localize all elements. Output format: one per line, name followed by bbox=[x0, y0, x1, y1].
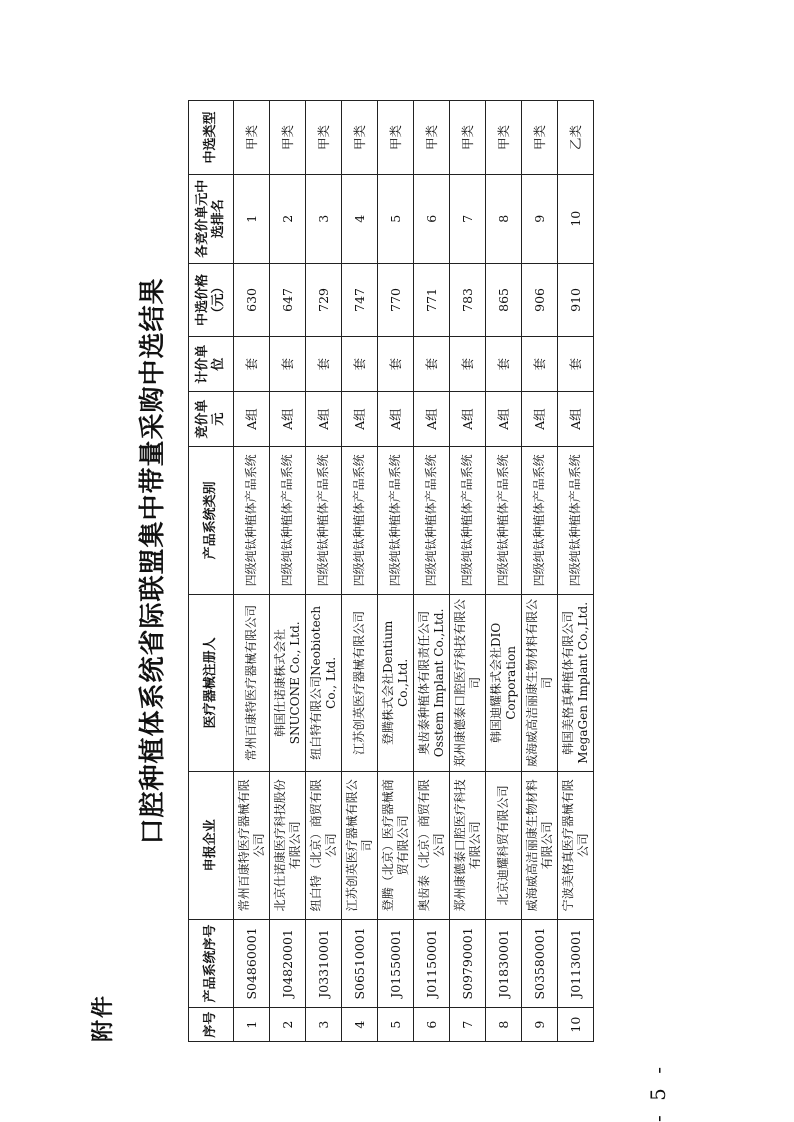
cell-type: 甲类 bbox=[486, 101, 522, 175]
cell-measure: 套 bbox=[378, 337, 414, 392]
cell-measure: 套 bbox=[522, 337, 558, 392]
cell-no: 6 bbox=[414, 1008, 450, 1042]
cell-registrant: 韩国仕诺康株式会社SNUCONE Co., Ltd. bbox=[270, 594, 306, 771]
cell-rank: 5 bbox=[378, 174, 414, 263]
header-no: 序号 bbox=[189, 1008, 234, 1042]
header-unit: 竞价单元 bbox=[189, 392, 234, 447]
attachment-label: 附件 bbox=[90, 993, 116, 1042]
table-header-row bbox=[189, 101, 234, 1042]
cell-registrant: 登腾株式会社Dentium Co.,Ltd. bbox=[378, 594, 414, 771]
cell-company: 登腾（北京）医疗器械商贸有限公司 bbox=[378, 771, 414, 919]
cell-no: 7 bbox=[450, 1008, 486, 1042]
cell-measure: 套 bbox=[414, 337, 450, 392]
cell-unit: A组 bbox=[450, 392, 486, 447]
cell-code: S09790001 bbox=[450, 919, 486, 1008]
cell-type: 甲类 bbox=[342, 101, 378, 175]
cell-category: 四级纯钛种植体产品系统 bbox=[342, 447, 378, 595]
cell-category: 四级纯钛种植体产品系统 bbox=[558, 447, 594, 595]
cell-type: 甲类 bbox=[450, 101, 486, 175]
table-body bbox=[234, 101, 594, 1042]
cell-code: J01550001 bbox=[378, 919, 414, 1008]
cell-rank: 6 bbox=[414, 174, 450, 263]
cell-registrant: 威海威高洁丽康生物材料有限公司 bbox=[522, 594, 558, 771]
cell-type: 乙类 bbox=[558, 101, 594, 175]
cell-no: 2 bbox=[270, 1008, 306, 1042]
cell-category: 四级纯钛种植体产品系统 bbox=[414, 447, 450, 595]
cell-rank: 8 bbox=[486, 174, 522, 263]
cell-registrant: 江苏创英医疗器械有限公司 bbox=[342, 594, 378, 771]
cell-measure: 套 bbox=[270, 337, 306, 392]
cell-code: J01130001 bbox=[558, 919, 594, 1008]
cell-price: 647 bbox=[270, 263, 306, 337]
cell-code: S06510001 bbox=[342, 919, 378, 1008]
table-row bbox=[378, 101, 414, 1042]
cell-price: 771 bbox=[414, 263, 450, 337]
result-table bbox=[188, 100, 594, 1042]
table-row bbox=[306, 101, 342, 1042]
cell-rank: 4 bbox=[342, 174, 378, 263]
cell-price: 910 bbox=[558, 263, 594, 337]
cell-type: 甲类 bbox=[378, 101, 414, 175]
cell-unit: A组 bbox=[270, 392, 306, 447]
cell-rank: 9 bbox=[522, 174, 558, 263]
cell-company: 威海威高洁丽康生物材料有限公司 bbox=[522, 771, 558, 919]
cell-unit: A组 bbox=[414, 392, 450, 447]
cell-unit: A组 bbox=[306, 392, 342, 447]
cell-registrant: 郑州康德泰口腔医疗科技有限公司 bbox=[450, 594, 486, 771]
cell-company: 奥齿泰（北京）商贸有限公司 bbox=[414, 771, 450, 919]
cell-company: 宁波美格真医疗器械有限公司 bbox=[558, 771, 594, 919]
table-row bbox=[234, 101, 270, 1042]
cell-code: J03310001 bbox=[306, 919, 342, 1008]
table-row bbox=[270, 101, 306, 1042]
cell-no: 8 bbox=[486, 1008, 522, 1042]
cell-measure: 套 bbox=[486, 337, 522, 392]
cell-code: J04820001 bbox=[270, 919, 306, 1008]
cell-category: 四级纯钛种植体产品系统 bbox=[450, 447, 486, 595]
cell-category: 四级纯钛种植体产品系统 bbox=[306, 447, 342, 595]
cell-price: 747 bbox=[342, 263, 378, 337]
table-row bbox=[486, 101, 522, 1042]
cell-category: 四级纯钛种植体产品系统 bbox=[234, 447, 270, 595]
cell-no: 3 bbox=[306, 1008, 342, 1042]
cell-category: 四级纯钛种植体产品系统 bbox=[522, 447, 558, 595]
cell-price: 630 bbox=[234, 263, 270, 337]
cell-unit: A组 bbox=[378, 392, 414, 447]
cell-registrant: 纽白特有限公司Neobiotech Co., Ltd. bbox=[306, 594, 342, 771]
cell-company: 北京迪耀科贸有限公司 bbox=[486, 771, 522, 919]
header-registrant: 医疗器械注册人 bbox=[189, 594, 234, 771]
cell-type: 甲类 bbox=[306, 101, 342, 175]
cell-rank: 3 bbox=[306, 174, 342, 263]
cell-company: 北京仕诺康医疗科技股份有限公司 bbox=[270, 771, 306, 919]
header-rank: 各竞价单元中选排名 bbox=[189, 174, 234, 263]
cell-rank: 1 bbox=[234, 174, 270, 263]
header-price: 中选价格（元） bbox=[189, 263, 234, 337]
cell-no: 4 bbox=[342, 1008, 378, 1042]
table-row bbox=[450, 101, 486, 1042]
cell-unit: A组 bbox=[234, 392, 270, 447]
cell-no: 5 bbox=[378, 1008, 414, 1042]
cell-registrant: 韩国美格真种植体有限公司MegaGen Implant Co.,Ltd. bbox=[558, 594, 594, 771]
table-row bbox=[414, 101, 450, 1042]
cell-price: 865 bbox=[486, 263, 522, 337]
cell-company: 江苏创英医疗器械有限公司 bbox=[342, 771, 378, 919]
cell-code: J01830001 bbox=[486, 919, 522, 1008]
cell-unit: A组 bbox=[522, 392, 558, 447]
cell-price: 770 bbox=[378, 263, 414, 337]
cell-code: S04860001 bbox=[234, 919, 270, 1008]
header-code: 产品系统序号 bbox=[189, 919, 234, 1008]
header-company: 申报企业 bbox=[189, 771, 234, 919]
cell-type: 甲类 bbox=[234, 101, 270, 175]
cell-type: 甲类 bbox=[522, 101, 558, 175]
cell-unit: A组 bbox=[486, 392, 522, 447]
cell-registrant: 奥齿泰种植体有限责任公司Osstem Implant Co.,Ltd. bbox=[414, 594, 450, 771]
cell-unit: A组 bbox=[558, 392, 594, 447]
cell-type: 甲类 bbox=[414, 101, 450, 175]
cell-price: 783 bbox=[450, 263, 486, 337]
cell-category: 四级纯钛种植体产品系统 bbox=[378, 447, 414, 595]
cell-registrant: 韩国迪耀株式会社DIO Corporation bbox=[486, 594, 522, 771]
table-row bbox=[558, 101, 594, 1042]
cell-category: 四级纯钛种植体产品系统 bbox=[486, 447, 522, 595]
cell-code: S03580001 bbox=[522, 919, 558, 1008]
cell-code: J01150001 bbox=[414, 919, 450, 1008]
cell-type: 甲类 bbox=[270, 101, 306, 175]
header-measure: 计价单位 bbox=[189, 337, 234, 392]
cell-unit: A组 bbox=[342, 392, 378, 447]
cell-measure: 套 bbox=[234, 337, 270, 392]
cell-registrant: 常州百康特医疗器械有限公司 bbox=[234, 594, 270, 771]
header-type: 中选类型 bbox=[189, 101, 234, 175]
cell-measure: 套 bbox=[306, 337, 342, 392]
cell-measure: 套 bbox=[342, 337, 378, 392]
cell-no: 9 bbox=[522, 1008, 558, 1042]
table-row bbox=[342, 101, 378, 1042]
cell-company: 常州百康特医疗器械有限公司 bbox=[234, 771, 270, 919]
page-number: - 5 - bbox=[646, 1063, 670, 1122]
cell-price: 729 bbox=[306, 263, 342, 337]
cell-price: 906 bbox=[522, 263, 558, 337]
cell-category: 四级纯钛种植体产品系统 bbox=[270, 447, 306, 595]
cell-company: 郑州康德泰口腔医疗科技有限公司 bbox=[450, 771, 486, 919]
header-category: 产品系统类别 bbox=[189, 447, 234, 595]
cell-rank: 7 bbox=[450, 174, 486, 263]
table-row bbox=[522, 101, 558, 1042]
cell-company: 纽白特（北京）商贸有限公司 bbox=[306, 771, 342, 919]
page-title: 口腔种植体系统省际联盟集中带量采购中选结果 bbox=[138, 277, 168, 845]
cell-measure: 套 bbox=[450, 337, 486, 392]
cell-no: 1 bbox=[234, 1008, 270, 1042]
cell-no: 10 bbox=[558, 1008, 594, 1042]
cell-rank: 2 bbox=[270, 174, 306, 263]
cell-rank: 10 bbox=[558, 174, 594, 263]
cell-measure: 套 bbox=[558, 337, 594, 392]
